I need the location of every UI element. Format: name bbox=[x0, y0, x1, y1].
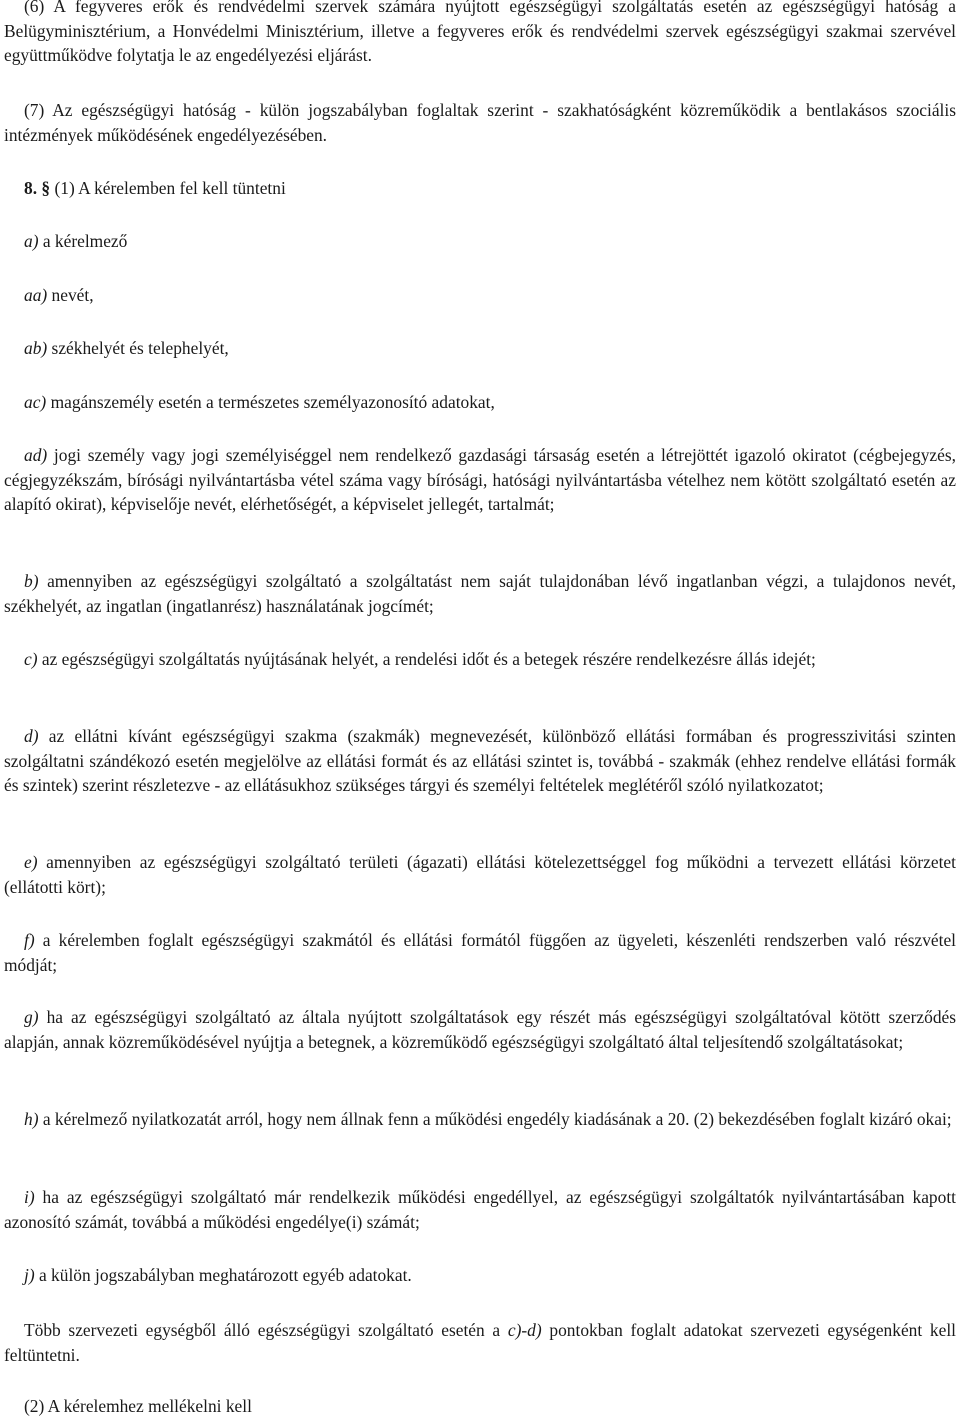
item-c-mark: c) bbox=[24, 649, 38, 669]
item-ad-text: jogi személy vagy jogi személyiséggel nem rendelkező gazdasági társaság esetén a létrejöttét igazoló okiratot (cégbejegyzés, cégjegyzékszám, bírósági nyilvántartásba vétel száma vagy bírósági, hatósági nyilvántartásba vételhez nem kötött szolgáltató esetén az alapító okirat), képviselője nevét, elérhetőségét, a képviselet jellegét, tartalmát; bbox=[4, 445, 956, 514]
item-g bbox=[4, 1005, 956, 1054]
item-i-text: ha az egészségügyi szolgáltató már rendelkezik működési engedéllyel, az egészségügyi szolgáltatók nyilvántartásában kapott azonosító számát, továbbá a működési engedélye(i) számát; bbox=[4, 1187, 956, 1232]
item-ac-mark: ac) bbox=[24, 392, 47, 412]
item-h-mark: h) bbox=[24, 1109, 39, 1129]
item-b-text: amennyiben az egészségügyi szolgáltató a szolgáltatást nem saját tulajdonában lévő ingatlanban végzi, a tulajdonos nevét, székhelyét, az ingatlan (ingatlanrész) használatának jogcímét; bbox=[4, 571, 956, 616]
item-ac bbox=[4, 390, 956, 415]
item-i bbox=[4, 1185, 956, 1234]
item-a-text: a kérelmező bbox=[42, 231, 128, 251]
item-d bbox=[4, 724, 956, 798]
item-c-text: az egészségügyi szolgáltatás nyújtásának helyét, a rendelési időt és a betegek részére rendelkezésre állás idejét; bbox=[41, 649, 816, 669]
item-g-mark: g) bbox=[24, 1007, 39, 1027]
item-f-mark: f) bbox=[24, 930, 35, 950]
item-d-mark: d) bbox=[24, 726, 39, 746]
item-g-text: ha az egészségügyi szolgáltató az általa nyújtott szolgáltatások egy részét más egészségügyi szolgáltatóval kötött szerződés alapján, annak közreműködésével nyújtja a betegnek, a közreműködő egészségügyi szolgáltató által teljesítendő szolgáltatásokat; bbox=[4, 1007, 956, 1052]
paragraph-6 bbox=[4, 0, 956, 68]
item-ad-mark: ad) bbox=[24, 445, 48, 465]
item-aa bbox=[4, 283, 956, 308]
section-intro-text: (1) A kérelemben fel kell tüntetni bbox=[54, 178, 286, 198]
item-d-text: az ellátni kívánt egészségügyi szakma (szakmák) megnevezését, különböző ellátási formában és progresszivitási szinten szolgáltatni szándékozó esetén megjelölve az ellátási formát és az ellátási szintet is, továbbá - szakmák (ehhez rendelve ellátási formák és szintek) szerint részletezve - az ellátásukhoz szükséges tárgyi és személyi feltételek meglétéről szóló nyilatkozatot; bbox=[4, 726, 956, 795]
item-j bbox=[4, 1263, 956, 1288]
item-ab-mark: ab) bbox=[24, 338, 48, 358]
item-ad bbox=[4, 443, 956, 517]
item-i-mark: i) bbox=[24, 1187, 35, 1207]
paragraph-7 bbox=[4, 98, 956, 147]
item-f-text: a kérelemben foglalt egészségügyi szakmától és ellátási formától függően az ügyeleti, készenléti rendszerben való részvétel módját; bbox=[4, 930, 956, 975]
item-f bbox=[4, 928, 956, 977]
item-e bbox=[4, 850, 956, 899]
item-b bbox=[4, 569, 956, 618]
item-a-mark: a) bbox=[24, 231, 39, 251]
item-h bbox=[4, 1107, 956, 1132]
paragraph-7-text: (7) Az egészségügyi hatóság - külön jogszabályban foglaltak szerint - szakhatóságként közreműködik a bentlakásos szociális intézmények működésének engedélyezésében. bbox=[4, 100, 956, 145]
closing-mark: c)-d) bbox=[507, 1320, 542, 1340]
closing-text-before: Több szervezeti egységből álló egészségügyi szolgáltató esetén a bbox=[24, 1320, 508, 1340]
item-j-text: a külön jogszabályban meghatározott egyéb adatokat. bbox=[38, 1265, 412, 1285]
item-h-text: a kérelmező nyilatkozatát arról, hogy nem állnak fenn a működési engedély kiadásának a 20. (2) bekezdésében foglalt kizáró okai; bbox=[42, 1109, 952, 1129]
section-8-heading bbox=[4, 176, 956, 201]
item-e-text: amennyiben az egészségügyi szolgáltató területi (ágazati) ellátási kötelezettséggel fog működni a tervezett ellátási körzetet (ellátotti kört); bbox=[4, 852, 956, 897]
subsection-2-text: (2) A kérelemhez mellékelni kell bbox=[24, 1396, 252, 1416]
item-c bbox=[4, 647, 956, 672]
section-number: 8. § bbox=[24, 178, 51, 198]
item-ab-text: székhelyét és telephelyét, bbox=[51, 338, 229, 358]
subsection-2-heading bbox=[4, 1394, 956, 1419]
item-e-mark: e) bbox=[24, 852, 38, 872]
item-aa-text: nevét, bbox=[51, 285, 94, 305]
item-ac-text: magánszemély esetén a természetes személyazonosító adatokat, bbox=[50, 392, 495, 412]
item-b-mark: b) bbox=[24, 571, 39, 591]
item-aa-mark: aa) bbox=[24, 285, 48, 305]
item-a bbox=[4, 229, 956, 254]
closing-paragraph bbox=[4, 1318, 956, 1367]
paragraph-6-text: (6) A fegyveres erők és rendvédelmi szervek számára nyújtott egészségügyi szolgáltatás esetén az egészségügyi hatóság a Belügyminisztérium, a Honvédelmi Minisztérium, illetve a fegyveres erők és rendvédelmi szervek egészségügyi szakmai szervével együttműködve folytatja le az engedélyezési eljárást. bbox=[4, 0, 956, 65]
item-j-mark: j) bbox=[24, 1265, 35, 1285]
item-ab bbox=[4, 336, 956, 361]
closing-text-after: pontokban foglalt adatokat szervezeti egységenként kell feltüntetni. bbox=[4, 1320, 956, 1365]
